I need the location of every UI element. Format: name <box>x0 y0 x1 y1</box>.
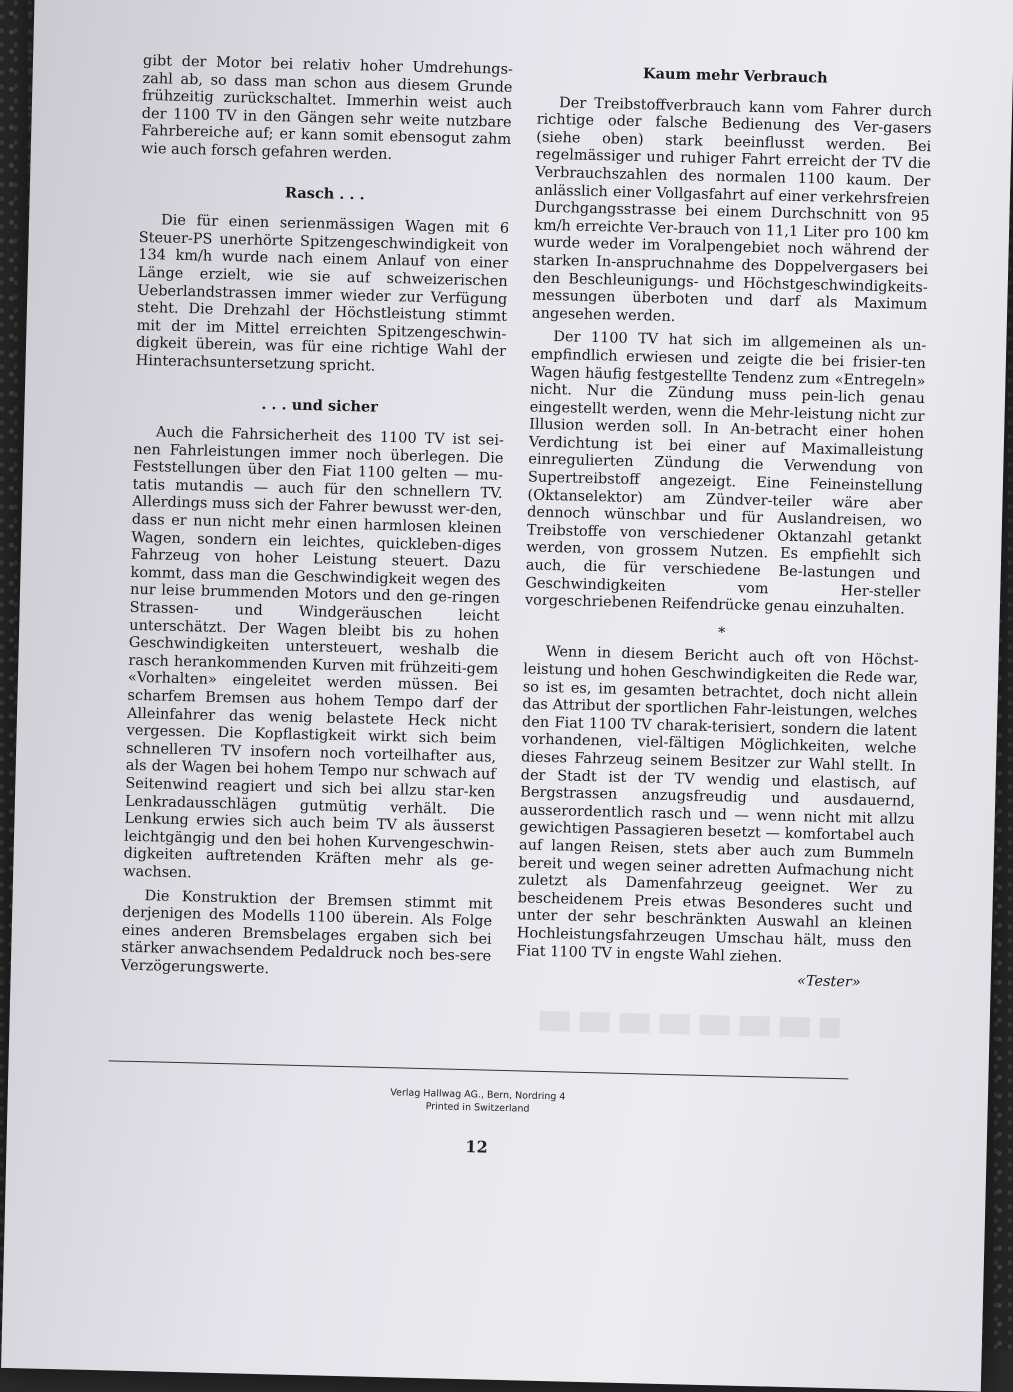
sicher-paragraph: Auch die Fahrsicherheit des 1100 TV ist sei-nen Fahrleistungen immer noch überlegen. Die Feststellungen über den Fiat 1100 gelten — mu-tatis mutandis — auch für den schnellern TV. Allerdings muss sich der Fahrer bewusst wer-den, dass er nun nicht mehr einen harmlosen kleinen Wagen, sondern ein leichtes, quickleben-diges Fahrzeug von hoher Leistung steuert. Dazu kommt, dass man die Geschwindigkeit wegen des nur leise brummenden Motors und den ge-ringen Strassen- und Windgeräuschen leicht unterschätzt. Der Wagen bleibt bis zu hohen Geschwindigkeiten untersteuert, weshalb die rasch herankommenden Kurven mit frühzeiti-gem «Vorhalten» eingeleitet werden müssen. Bei scharfem Bremsen aus hohem Tempo darf der Alleinfahrer das wenig belastete Heck nicht vergessen. Die Kopflastigkeit wirkt sich beim schnelleren TV insofern noch vorteilhafter aus, als der Wagen bei hohem Tempo nur schwach auf Seitenwind reagiert und sich bei allzu star-ken Lenkradausschlägen gutmütig verhält. Die Lenkung erwies sich auch beim TV als äusserst leichtgängig und den bei hohen Kurvengeschwin-digkeiten auftretenden Kräften mehr als ge-wachsen. <box>123 424 505 882</box>
fazit-paragraph: Wenn in diesem Bericht auch oft von Höchst-leistung und hohen Geschwindigkeiten die Rede war, so ist es, im gesamten betrachtet, doch nicht allein das Attribut der sportlichen Fahr-leistungen, welches den Fiat 1100 TV charak-terisiert, sondern die latent vorhandenen, viel-fältigen Möglichkeiten, welche dieses Fahrzeug seinem Besitzer zur Wahl stellt. In der Stadt ist der TV wendig und elastisch, auf Bergstrassen anzugsfreudig und ausdauernd, ausserordentlich rasch und — wenn nicht mit allzu gewichtigen Passagieren besetzt — komfortabel auch auf langen Reisen, stets aber auch zum Bummeln bereit und wegen seiner adretten Aufmachung nicht zuletzt als Damenfahrzeug geeignet. Wer zu bescheidenem Preis etwas Besonderes sucht und unter der sehr beschränkten Auswahl an kleinen Hochleistungsfahrzeugen Umschau hält, muss den Fiat 1100 TV in engste Wahl ziehen. <box>516 644 919 966</box>
signature: «Tester» <box>796 973 861 991</box>
publisher-line: Verlag Hallwag AG., Bern, Nordring 4 <box>390 1087 566 1103</box>
left-column <box>121 53 514 990</box>
heading-rasch: Rasch . . . <box>284 183 365 203</box>
rasch-paragraph: Die für einen serienmässigen Wagen mit 6 Steuer-PS unerhörte Spitzengeschwindigkeit von 134 km/h wurde nach einem Anlauf von einer Länge erzielt, wie sie auf schweizerischen Ueberlandstrassen immer wieder zur Verfügung steht. Die Drehzahl der Höchstleistung stimmt mit der im Mittel erreichten Spitzengeschwin-digkeit überein, was für eine richtige Wahl der Hinterachsuntersetzung spricht. <box>135 212 510 375</box>
heading-verbrauch: Kaum mehr Verbrauch <box>642 65 828 87</box>
heading-sicher: . . . und sicher <box>261 395 379 416</box>
section-separator: * <box>717 624 726 642</box>
page-number: 12 <box>465 1137 488 1157</box>
intro-paragraph: gibt der Motor bei relativ hoher Umdrehungs-zahl ab, so dass man schon aus diesem Grunde frühzeitig zurückschaltet. Immerhin weist auch der 1100 TV in den Gängen sehr weite nutzbare Fahrbereiche auf; er kann somit ebensogut zahm wie auch forsch gefahren werden. <box>140 52 514 163</box>
printed-line: Printed in Switzerland <box>425 1101 530 1115</box>
document-page <box>1 0 1013 1392</box>
show-through-text <box>539 1011 839 1038</box>
right-column <box>516 63 933 994</box>
verbrauch-paragraph: Der Treibstoffverbrauch kann vom Fahrer durch richtige oder falsche Bedienung des Ver-gasers (siehe oben) stark beeinflusst werden. Bei regelmässiger und ruhiger Fahrt erreicht der TV die Verbrauchszahlen des normalen 1100 kaum. Der anlässlich einer Vollgasfahrt auf einer verkehrsfreien Durchgangsstrasse bei einem Durchschnitt von 95 km/h erreichte Ver-brauch von 11,1 Liter pro 100 km wurde weder im Voralpengebiet noch während der starken In-anspruchnahme des Doppelvergasers bei den Beschleunigungs- und Höchstgeschwindigkeits-messungen überboten und darf als Maximum angesehen werden. <box>531 94 933 325</box>
footer-rule <box>109 1060 849 1079</box>
bremsen-paragraph: Die Konstruktion der Bremsen stimmt mit derjenigen des Modells 1100 überein. Als Folge eines anderen Bremsbelages ergaben sich bei stärker anwachsendem Pedaldruck noch bes-sere Verzögerungswerte. <box>120 887 493 978</box>
tv-paragraph: Der 1100 TV hat sich im allgemeinen als un-empfindlich erwiesen und zeigte die bei frisier-ten Wagen häufig festgestellte Tendenz zum «Entregeln» nicht. Nur die Zündung muss pein-lich genau eingestellt werden, wenn die Mehr-leistung nicht zur Illusion werden soll. In An-betracht einer hohen Verdichtung ist bei einer auf Maximalleistung einregulierten Zündung die Verwendung von Supertreibstoff angezeigt. Eine Feineinstellung (Oktanselektor) am Zündver-teiler wäre aber dennoch wünschbar und für Auslandreisen, wo Treibstoffe von verschiedener Oktanzahl getankt werden, von grossem Nutzen. Es empfiehlt sich auch, die für verschiedene Be-lastungen und Geschwindigkeiten vom Her-steller vorgeschriebenen Reifendrücke genau einzuhalten. <box>524 329 927 618</box>
